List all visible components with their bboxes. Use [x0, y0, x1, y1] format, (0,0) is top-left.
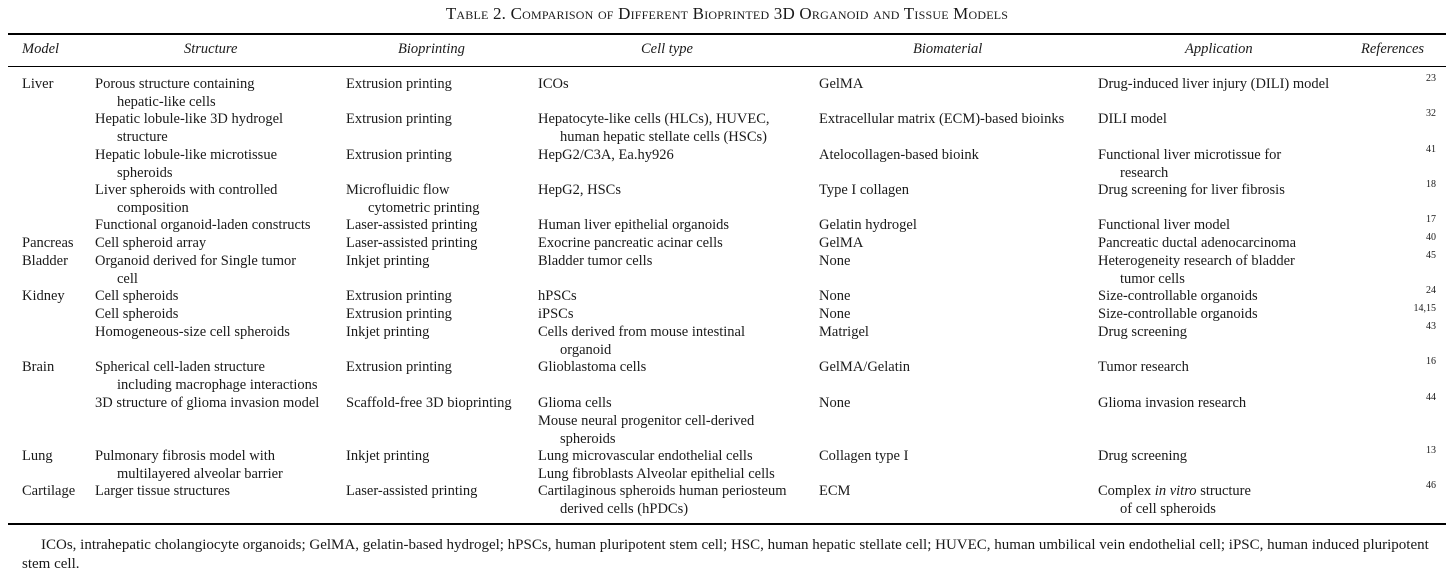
cell-bioprinting	[346, 235, 477, 253]
cell-structure-line: 3D structure of glioma invasion model	[95, 395, 320, 411]
cell-reference: 44	[1426, 392, 1436, 403]
cell-application	[1098, 182, 1285, 200]
cell-cell-type	[538, 111, 770, 146]
cell-bioprinting-line: Inkjet printing	[346, 448, 430, 464]
cell-cell-type	[538, 76, 569, 94]
cell-bioprinting	[346, 359, 452, 377]
cell-cell-type-line: Glioblastoma cells	[538, 359, 647, 375]
cell-model: Lung	[22, 448, 53, 464]
cell-application	[1098, 76, 1329, 94]
cell-bioprinting-line: Extrusion printing	[346, 359, 452, 375]
cell-structure-line: Cell spheroids	[95, 306, 179, 322]
cell-bioprinting	[346, 147, 452, 165]
cell-cell-type-line: derived cells (hPDCs)	[560, 500, 689, 517]
header-bioprinting: Bioprinting	[398, 41, 465, 57]
cell-biomaterial-line: Matrigel	[819, 324, 869, 340]
cell-reference: 14,15	[1413, 303, 1436, 314]
cell-application	[1098, 111, 1167, 129]
cell-structure	[95, 111, 283, 146]
cell-biomaterial	[819, 235, 863, 253]
cell-cell-type	[538, 235, 723, 253]
cell-bioprinting	[346, 217, 477, 235]
cell-application-line: Heterogeneity research of bladder	[1098, 253, 1295, 269]
cell-cell-type-line: HepG2/C3A, Ea.hy926	[538, 147, 674, 163]
cell-biomaterial-line: Collagen type I	[819, 448, 909, 464]
table-title: Table 2. Comparison of Different Bioprinted 3D Organoid and Tissue Models	[445, 4, 1009, 23]
cell-application-line: Drug screening	[1098, 448, 1187, 464]
cell-bioprinting-line: Extrusion printing	[346, 288, 452, 304]
cell-application	[1098, 359, 1189, 377]
cell-model: Cartilage	[22, 483, 76, 499]
cell-cell-type-line: iPSCs	[538, 306, 574, 322]
cell-structure-line: Hepatic lobule-like microtissue	[95, 147, 278, 163]
cell-reference: 46	[1426, 480, 1436, 491]
cell-application-line: Drug screening	[1098, 324, 1187, 340]
cell-biomaterial	[819, 217, 917, 235]
cell-cell-type-line: spheroids	[560, 430, 616, 447]
cell-bioprinting	[346, 324, 429, 342]
cell-application	[1098, 217, 1230, 235]
cell-application-line: research	[1120, 164, 1169, 181]
cell-structure-line: Homogeneous-size cell spheroids	[95, 324, 290, 340]
cell-cell-type-line: ICOs	[538, 76, 569, 92]
cell-structure-line: Spherical cell-laden structure	[95, 359, 265, 375]
cell-biomaterial	[819, 359, 910, 377]
cell-application-line: Pancreatic ductal adenocarcinoma	[1098, 235, 1297, 251]
cell-application	[1098, 324, 1187, 342]
cell-biomaterial-line: Extracellular matrix (ECM)-based bioinks	[819, 111, 1065, 127]
cell-structure-line: Organoid derived for Single tumor	[95, 253, 297, 269]
cell-structure	[95, 448, 283, 483]
cell-bioprinting-line: Extrusion printing	[346, 147, 452, 163]
cell-structure	[95, 235, 206, 253]
cell-application-line: Functional liver microtissue for	[1098, 147, 1282, 163]
cell-structure-line: hepatic-like cells	[117, 93, 216, 110]
cell-cell-type-line: Hepatocyte-like cells (HLCs), HUVEC,	[538, 111, 770, 127]
cell-reference: 40	[1426, 232, 1436, 243]
cell-cell-type	[538, 217, 729, 235]
cell-biomaterial-line: Atelocollagen-based bioink	[819, 147, 979, 163]
cell-cell-type-line: Mouse neural progenitor cell-derived	[538, 413, 755, 429]
cell-cell-type-line: Cartilaginous spheroids human periosteum	[538, 483, 787, 499]
cell-structure	[95, 306, 178, 324]
cell-reference: 32	[1426, 108, 1436, 119]
cell-model: Liver	[22, 76, 54, 92]
cell-cell-type-line: Glioma cells	[538, 395, 612, 411]
cell-biomaterial	[819, 324, 869, 342]
cell-application	[1098, 483, 1251, 518]
cell-bioprinting-line: Laser-assisted printing	[346, 217, 478, 233]
cell-cell-type	[538, 324, 745, 359]
cell-bioprinting	[346, 288, 452, 306]
cell-cell-type	[538, 253, 652, 271]
cell-reference: 41	[1426, 144, 1436, 155]
cell-application	[1098, 395, 1246, 413]
cell-biomaterial-line: GelMA	[819, 76, 864, 92]
cell-structure-line: Cell spheroids	[95, 288, 179, 304]
cell-bioprinting-line: Scaffold-free 3D bioprinting	[346, 395, 512, 411]
header-application: Application	[1185, 41, 1253, 57]
cell-structure-line: Porous structure containing	[95, 76, 255, 92]
cell-biomaterial-line: None	[819, 306, 851, 322]
cell-structure-line: spheroids	[117, 164, 173, 181]
cell-biomaterial	[819, 448, 908, 466]
cell-bioprinting	[346, 76, 452, 94]
cell-cell-type-line: Lung fibroblasts Alveolar epithelial cells	[538, 466, 775, 482]
cell-structure-line: including macrophage interactions	[117, 376, 318, 393]
cell-application	[1098, 253, 1295, 288]
cell-structure-line: Liver spheroids with controlled	[95, 182, 278, 198]
cell-cell-type	[538, 483, 786, 518]
cell-application	[1098, 306, 1258, 324]
cell-reference: 13	[1426, 445, 1436, 456]
cell-structure	[95, 76, 254, 111]
cell-bioprinting-line: Laser-assisted printing	[346, 235, 478, 251]
cell-biomaterial-line: None	[819, 288, 851, 304]
cell-biomaterial-line: None	[819, 395, 851, 411]
cell-cell-type	[538, 359, 646, 377]
cell-application-line: of cell spheroids	[1120, 500, 1216, 517]
cell-bioprinting-line: Laser-assisted printing	[346, 483, 478, 499]
cell-model: Bladder	[22, 253, 68, 269]
cell-cell-type-line: human hepatic stellate cells (HSCs)	[560, 128, 767, 145]
cell-biomaterial	[819, 483, 850, 501]
cell-bioprinting	[346, 448, 429, 466]
cell-biomaterial	[819, 76, 863, 94]
cell-cell-type	[538, 413, 754, 448]
cell-reference: 16	[1426, 356, 1436, 367]
cell-structure-line: multilayered alveolar barrier	[117, 465, 283, 482]
cell-cell-type-line: Human liver epithelial organoids	[538, 217, 730, 233]
cell-biomaterial-line: Type I collagen	[819, 182, 909, 198]
cell-biomaterial	[819, 182, 909, 200]
header-model: Model	[22, 41, 60, 57]
cell-bioprinting-line: Extrusion printing	[346, 306, 452, 322]
cell-bioprinting	[346, 111, 452, 129]
cell-biomaterial-line: Gelatin hydrogel	[819, 217, 917, 233]
cell-bioprinting	[346, 395, 512, 413]
header-cell-type: Cell type	[641, 41, 693, 57]
cell-application-line: Complex in vitro structure	[1098, 483, 1251, 499]
cell-structure	[95, 324, 290, 342]
cell-application	[1098, 288, 1258, 306]
cell-structure-line: cell	[117, 270, 138, 287]
header-rule	[8, 66, 1446, 67]
cell-reference: 24	[1426, 285, 1436, 296]
cell-structure	[95, 395, 319, 413]
cell-bioprinting-line: Inkjet printing	[346, 253, 430, 269]
cell-structure	[95, 182, 277, 217]
cell-structure-line: composition	[117, 199, 189, 216]
cell-structure-line: Pulmonary fibrosis model with	[95, 448, 276, 464]
cell-bioprinting-line: Microfluidic flow	[346, 182, 450, 198]
cell-application-line: Size-controllable organoids	[1098, 306, 1258, 322]
cell-bioprinting	[346, 306, 452, 324]
cell-cell-type	[538, 182, 621, 200]
cell-bioprinting-line: Inkjet printing	[346, 324, 430, 340]
cell-reference: 18	[1426, 179, 1436, 190]
cell-cell-type	[538, 466, 775, 484]
cell-cell-type-line: Lung microvascular endothelial cells	[538, 448, 753, 464]
cell-application-line: Drug-induced liver injury (DILI) model	[1098, 76, 1330, 92]
cell-cell-type-line: Exocrine pancreatic acinar cells	[538, 235, 723, 251]
cell-application	[1098, 235, 1296, 253]
cell-bioprinting-line: cytometric printing	[368, 199, 480, 216]
cell-reference: 45	[1426, 250, 1436, 261]
cell-structure-line: Cell spheroid array	[95, 235, 207, 251]
cell-structure-line: Hepatic lobule-like 3D hydrogel	[95, 111, 284, 127]
cell-application-line: Functional liver model	[1098, 217, 1231, 233]
header-references: References	[1361, 41, 1425, 57]
cell-bioprinting	[346, 182, 480, 217]
cell-biomaterial	[819, 288, 850, 306]
header-biomaterial: Biomaterial	[913, 41, 983, 57]
cell-cell-type	[538, 448, 753, 466]
cell-structure-line: Larger tissue structures	[95, 483, 231, 499]
cell-bioprinting	[346, 253, 429, 271]
header-structure: Structure	[184, 41, 238, 57]
cell-bioprinting	[346, 483, 477, 501]
cell-structure	[95, 359, 318, 394]
cell-structure-line: Functional organoid-laden constructs	[95, 217, 311, 233]
cell-cell-type-line: Bladder tumor cells	[538, 253, 653, 269]
cell-structure	[95, 147, 277, 182]
cell-reference: 43	[1426, 321, 1436, 332]
cell-biomaterial	[819, 306, 850, 324]
cell-cell-type	[538, 395, 612, 413]
cell-bioprinting-line: Extrusion printing	[346, 111, 452, 127]
cell-cell-type-line: Cells derived from mouse intestinal	[538, 324, 745, 340]
cell-biomaterial-line: GelMA/Gelatin	[819, 359, 911, 375]
cell-structure	[95, 217, 311, 235]
cell-biomaterial-line: None	[819, 253, 851, 269]
cell-cell-type	[538, 288, 577, 306]
cell-structure	[95, 288, 178, 306]
cell-cell-type-line: HepG2, HSCs	[538, 182, 621, 198]
cell-reference: 23	[1426, 73, 1436, 84]
cell-application-line: DILI model	[1098, 111, 1167, 127]
bottom-rule	[8, 523, 1446, 525]
cell-structure	[95, 483, 230, 501]
cell-biomaterial-line: ECM	[819, 483, 851, 499]
cell-biomaterial	[819, 147, 979, 165]
cell-biomaterial-line: GelMA	[819, 235, 864, 251]
cell-application	[1098, 448, 1187, 466]
cell-cell-type-line: organoid	[560, 341, 612, 358]
cell-cell-type-line: hPSCs	[538, 288, 577, 304]
cell-structure-line: structure	[117, 128, 168, 145]
top-rule	[8, 33, 1446, 35]
cell-application-line: Drug screening for liver fibrosis	[1098, 182, 1285, 198]
cell-application-line: tumor cells	[1120, 270, 1185, 287]
cell-application-line: Size-controllable organoids	[1098, 288, 1258, 304]
cell-biomaterial	[819, 395, 850, 413]
cell-application-line: Glioma invasion research	[1098, 395, 1247, 411]
cell-application-line: Tumor research	[1098, 359, 1189, 375]
cell-reference: 17	[1426, 214, 1436, 225]
cell-cell-type	[538, 306, 573, 324]
cell-structure	[95, 253, 296, 288]
cell-model: Kidney	[22, 288, 65, 304]
cell-biomaterial	[819, 111, 1064, 129]
cell-bioprinting-line: Extrusion printing	[346, 76, 452, 92]
cell-biomaterial	[819, 253, 850, 271]
table-footnote: ICOs, intrahepatic cholangiocyte organoids; GelMA, gelatin-based hydrogel; hPSCs, human pluripotent stem cell; HSC, human hepatic stellate cell; HUVEC, human umbilical vein endothelial cell; iPSC, human induced pluripotent stem cell.	[22, 537, 1429, 572]
cell-model: Pancreas	[22, 235, 74, 251]
cell-model: Brain	[22, 359, 55, 375]
cell-application	[1098, 147, 1281, 182]
cell-cell-type	[538, 147, 674, 165]
